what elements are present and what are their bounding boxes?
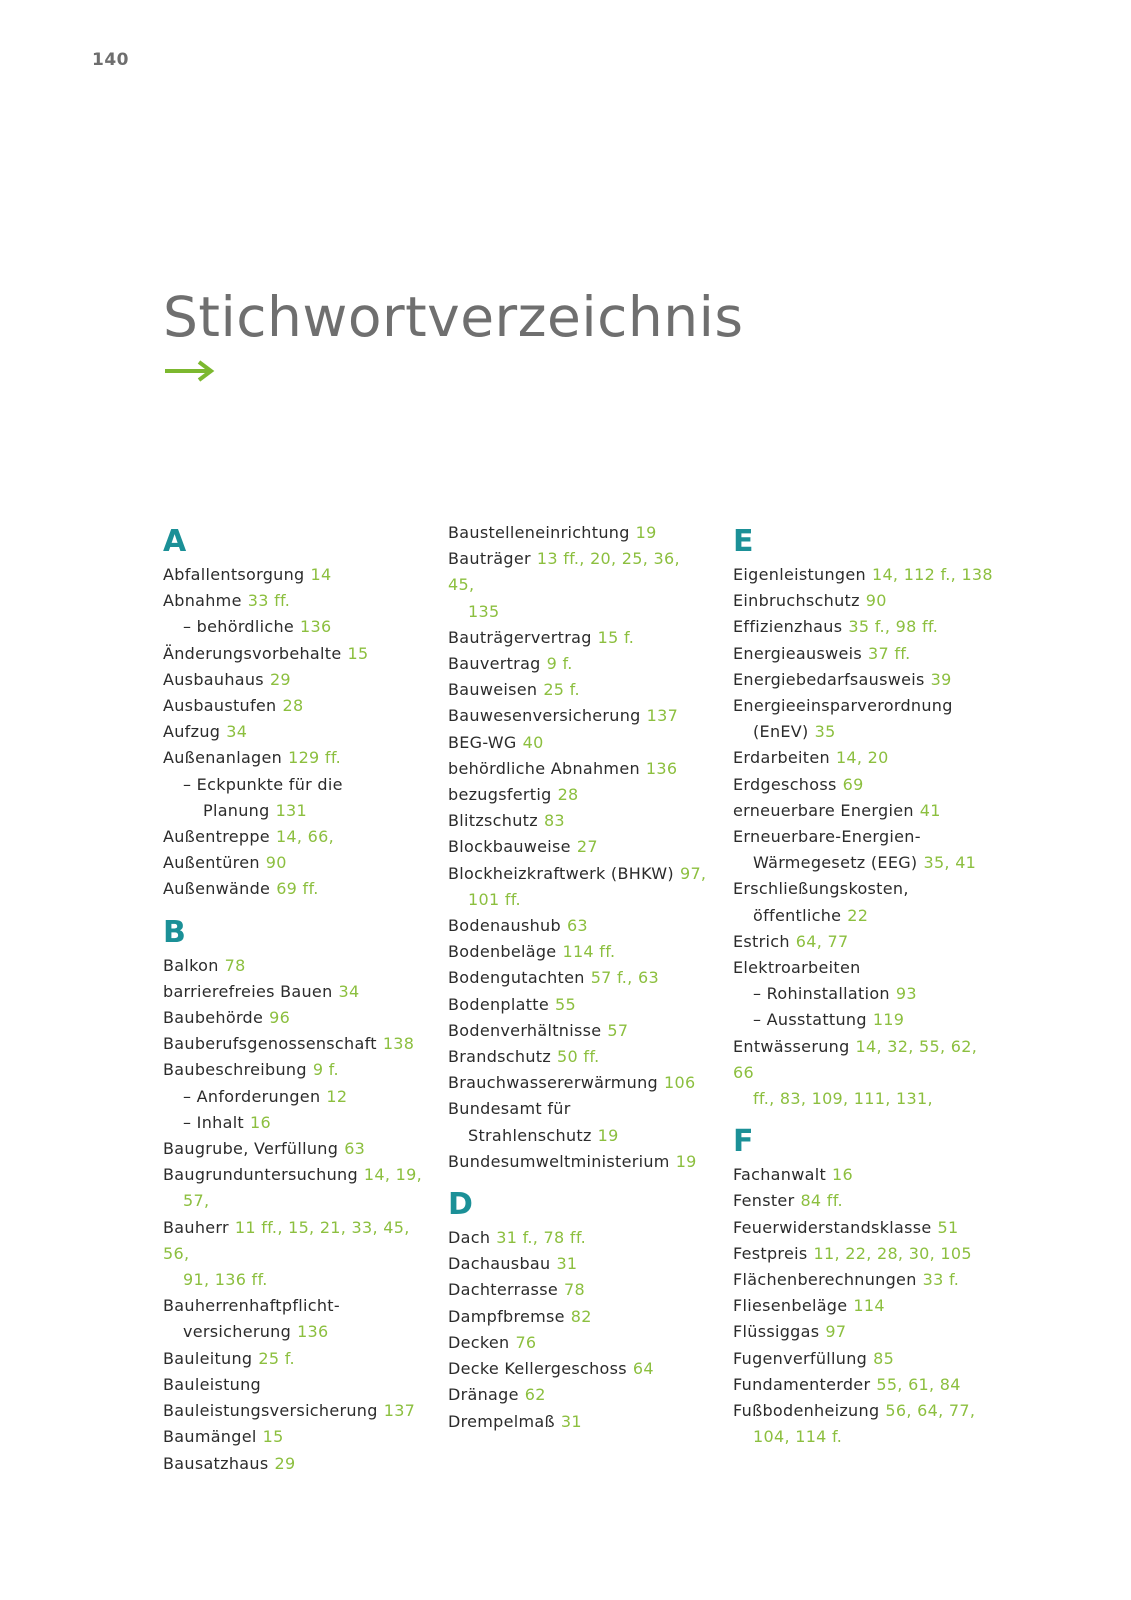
entry-term: Blockheizkraftwerk (BHKW) — [448, 863, 674, 883]
index-entry — [163, 1215, 425, 1294]
entry-term: Bodenverhältnisse — [448, 1020, 602, 1040]
entry-page-ref: 69 ff. — [276, 879, 319, 899]
entry-page-ref: 28 — [282, 696, 304, 716]
entry-term: Bauwesenversicherung — [448, 706, 641, 726]
index-entry — [448, 1409, 710, 1435]
entry-term: bezugsfertig — [448, 785, 552, 805]
entry-page-ref: 19 — [675, 1151, 697, 1171]
entry-page-ref: 106 — [664, 1073, 696, 1093]
entry-page-ref-continuation: 91, 136 ff. — [183, 1270, 268, 1290]
index-column-3 — [733, 520, 995, 1451]
index-entry — [163, 876, 425, 902]
entry-page-ref: 55, 61, 84 — [876, 1374, 961, 1394]
entry-page-ref: 29 — [269, 669, 291, 689]
index-subentry — [163, 614, 425, 640]
index-entry — [448, 782, 710, 808]
entry-page-ref: 83 — [543, 811, 565, 831]
entry-page-ref: 137 — [383, 1401, 416, 1421]
entry-page-ref: 82 — [570, 1306, 592, 1326]
entry-page-ref: 57 f., 63 — [590, 968, 659, 988]
entry-term: Energiebedarfsausweis — [733, 669, 925, 689]
index-entry — [163, 667, 425, 693]
index-entry — [163, 1424, 425, 1450]
entry-term: Fachanwalt — [733, 1165, 827, 1185]
entry-term: Baustelleneinrichtung — [448, 523, 630, 542]
entry-page-ref: 137 — [646, 706, 679, 726]
entry-term: Aufzug — [163, 722, 221, 742]
index-entry — [733, 562, 995, 588]
entry-page-ref: 14, 112 f., 138 — [871, 565, 993, 584]
index-entry — [733, 745, 995, 771]
entry-term: – Eckpunkte für die — [183, 774, 343, 794]
index-entry — [163, 979, 425, 1005]
index-entry — [733, 1267, 995, 1293]
index-entry — [733, 641, 995, 667]
entry-page-ref: 93 — [895, 984, 917, 1004]
index-entry — [163, 1372, 425, 1398]
entry-term: Außentüren — [163, 853, 260, 873]
index-entry — [448, 1044, 710, 1070]
index-entry — [448, 1096, 710, 1148]
index-entry — [448, 913, 710, 939]
entry-term: Brauchwassererwärmung — [448, 1073, 659, 1093]
entry-page-ref-continuation: 57, — [183, 1191, 210, 1211]
entry-term: Eigenleistungen — [733, 565, 866, 584]
entry-term: Bundesumweltministerium — [448, 1151, 670, 1171]
index-entry — [448, 651, 710, 677]
entry-page-ref: 96 — [269, 1008, 291, 1028]
entry-page-ref: 19 — [635, 523, 657, 542]
entry-page-ref: 15 f. — [597, 627, 635, 647]
entry-term: Fenster — [733, 1191, 795, 1211]
entry-term: Außentreppe — [163, 827, 270, 847]
entry-page-ref: 31 f., 78 ff. — [496, 1228, 586, 1248]
entry-page-ref: 39 — [930, 669, 952, 689]
index-entry — [448, 939, 710, 965]
entry-term: Blitzschutz — [448, 811, 538, 831]
entry-term: – Inhalt — [183, 1112, 245, 1132]
entry-page-ref: 76 — [515, 1332, 537, 1352]
index-entry — [733, 1319, 995, 1345]
entry-term: Baumängel — [163, 1427, 257, 1447]
index-entry — [163, 1162, 425, 1214]
entry-term: Bodengutachten — [448, 968, 585, 988]
entry-term: behördliche Abnahmen — [448, 758, 640, 778]
entry-page-ref: 50 ff. — [557, 1047, 600, 1067]
entry-page-ref: 14 — [310, 565, 332, 584]
entry-term: – Anforderungen — [183, 1086, 321, 1106]
index-entry — [448, 1070, 710, 1096]
entry-page-ref: 64 — [632, 1359, 654, 1379]
entry-term: Bausatzhaus — [163, 1453, 269, 1473]
entry-term: Bundesamt für — [448, 1099, 571, 1119]
entry-page-ref: 16 — [832, 1165, 853, 1185]
entry-term-continuation: öffentliche — [753, 905, 842, 925]
entry-page-ref-continuation: ff., 83, 109, 111, 131, — [753, 1089, 933, 1109]
index-entry — [163, 745, 425, 771]
entry-term: Bauträger — [448, 549, 531, 569]
index-entry — [163, 1398, 425, 1424]
entry-page-ref: 37 ff. — [868, 643, 911, 663]
index-letter-heading: E — [733, 524, 754, 559]
index-entry — [733, 1398, 995, 1450]
index-entry — [733, 824, 995, 876]
entry-page-ref: 40 — [522, 732, 544, 752]
entry-term: Bauherrenhaftpflicht- — [163, 1296, 340, 1316]
entry-page-ref: 15 — [262, 1427, 284, 1447]
index-entry — [448, 1251, 710, 1277]
index-entry — [733, 1372, 995, 1398]
entry-page-ref: 29 — [274, 1453, 296, 1473]
entry-page-ref: 33 f. — [922, 1270, 960, 1290]
entry-term: Festpreis — [733, 1243, 808, 1263]
entry-term: Dachterrasse — [448, 1280, 558, 1300]
entry-page-ref: 14, 20 — [835, 748, 889, 768]
index-entry — [733, 1188, 995, 1214]
index-entry — [163, 1346, 425, 1372]
entry-term: Bodenplatte — [448, 994, 550, 1014]
index-letter-heading: B — [163, 914, 186, 950]
entry-term: Fliesenbeläge — [733, 1296, 848, 1316]
entry-term: erneuerbare Energien — [733, 800, 914, 820]
index-entry — [448, 834, 710, 860]
entry-page-ref: 34 — [338, 981, 360, 1001]
entry-page-ref: 16 — [250, 1112, 271, 1132]
index-letter-heading: A — [163, 524, 187, 559]
index-entry — [448, 992, 710, 1018]
index-letter-heading: F — [733, 1124, 754, 1160]
entry-page-ref: 90 — [265, 853, 287, 873]
entry-term: Balkon — [163, 955, 219, 975]
entry-page-ref: 19 — [597, 1125, 619, 1145]
index-entry — [448, 1225, 710, 1251]
entry-term: Bauträgervertrag — [448, 627, 592, 647]
index-entry — [448, 546, 710, 625]
index-entry — [163, 1293, 425, 1345]
entry-page-ref: 9 f. — [312, 1060, 339, 1080]
index-entry — [733, 955, 995, 981]
entry-page-ref: 14, 32, 55, 62, 66 — [733, 1036, 978, 1082]
entry-term: Bauweisen — [448, 680, 538, 700]
entry-page-ref: 15 — [347, 643, 369, 663]
entry-term: Bauleistungsversicherung — [163, 1401, 378, 1421]
entry-term: Baugrube, Verfüllung — [163, 1139, 339, 1159]
entry-page-ref-continuation: 104, 114 f. — [753, 1427, 843, 1447]
entry-page-ref: 57 — [607, 1020, 629, 1040]
entry-page-ref: 63 — [344, 1139, 366, 1159]
index-entry — [163, 1005, 425, 1031]
entry-term: Bodenaushub — [448, 916, 561, 936]
entry-page-ref: 62 — [524, 1385, 546, 1405]
index-entry — [163, 693, 425, 719]
entry-term-continuation: Strahlenschutz — [468, 1125, 592, 1145]
index-entry — [163, 588, 425, 614]
index-entry — [733, 1034, 995, 1113]
entry-term: Brandschutz — [448, 1047, 552, 1067]
entry-page-ref-continuation: 135 — [468, 601, 500, 621]
entry-term: Dachausbau — [448, 1254, 551, 1274]
entry-page-ref: 22 — [847, 905, 869, 925]
entry-page-ref: 13 ff., 20, 25, 36, 45, — [448, 549, 680, 595]
index-entry — [448, 1356, 710, 1382]
entry-page-ref: 35 f., 98 ff. — [848, 617, 939, 637]
entry-term: Blockbauweise — [448, 837, 571, 857]
index-entry — [448, 677, 710, 703]
entry-page-ref: 131 — [275, 800, 308, 820]
entry-term: Erdarbeiten — [733, 748, 830, 768]
entry-term: – Ausstattung — [753, 1010, 867, 1030]
index-entry — [733, 876, 995, 928]
entry-term-continuation: Planung — [203, 800, 270, 820]
entry-term: barrierefreies Bauen — [163, 981, 333, 1001]
entry-page-ref: 136 — [300, 617, 332, 637]
arrow-right-icon — [165, 356, 215, 386]
index-entry — [733, 1346, 995, 1372]
index-subentry — [733, 1007, 995, 1033]
entry-page-ref: 14, 19, — [363, 1165, 422, 1185]
entry-term: Bauherr — [163, 1217, 229, 1237]
index-entry — [733, 614, 995, 640]
entry-page-ref: 69 — [842, 774, 864, 794]
entry-term: Bauvertrag — [448, 654, 541, 674]
entry-page-ref: 31 — [560, 1411, 582, 1431]
entry-term: Baugrunduntersuchung — [163, 1165, 358, 1185]
index-column-2 — [448, 520, 710, 1435]
index-entry — [733, 693, 995, 745]
entry-term: Abnahme — [163, 591, 242, 611]
entry-term: Erschließungskosten, — [733, 879, 909, 899]
entry-term: – Rohinstallation — [753, 984, 890, 1004]
index-entry — [163, 850, 425, 876]
entry-term: Dach — [448, 1228, 491, 1248]
entry-page-ref: 114 — [853, 1296, 885, 1316]
entry-term: Decken — [448, 1332, 510, 1352]
index-entry — [163, 1451, 425, 1477]
entry-page-ref: 136 — [297, 1322, 329, 1342]
index-entry — [163, 824, 425, 850]
entry-page-ref-continuation: 101 ff. — [468, 889, 521, 909]
entry-term: Änderungsvorbehalte — [163, 643, 342, 663]
index-entry — [448, 703, 710, 729]
entry-page-ref: 119 — [872, 1010, 905, 1030]
index-entry — [733, 667, 995, 693]
entry-page-ref: 97 — [825, 1322, 847, 1342]
index-entry — [448, 625, 710, 651]
index-subentry — [163, 1084, 425, 1110]
entry-term: Dränage — [448, 1385, 519, 1405]
index-entry — [448, 861, 710, 913]
index-entry — [163, 1136, 425, 1162]
entry-page-ref: 78 — [224, 955, 246, 975]
entry-page-ref: 97, — [679, 863, 707, 883]
index-entry — [163, 562, 425, 588]
index-entry — [733, 772, 995, 798]
index-entry — [163, 719, 425, 745]
entry-term: Bauberufsgenossenschaft — [163, 1034, 377, 1054]
index-entry — [733, 1241, 995, 1267]
entry-term: Flächenberechnungen — [733, 1270, 917, 1290]
index-entry — [448, 965, 710, 991]
entry-term: – behördliche — [183, 617, 295, 637]
entry-page-ref: 55 — [555, 994, 576, 1014]
entry-page-ref: 35, 41 — [923, 853, 977, 873]
entry-term: Ausbaustufen — [163, 696, 277, 716]
index-entry — [733, 1162, 995, 1188]
entry-page-ref: 28 — [557, 785, 579, 805]
entry-page-ref: 90 — [865, 591, 887, 611]
entry-term-continuation: versicherung — [183, 1322, 292, 1342]
index-entry — [448, 1330, 710, 1356]
index-entry — [448, 756, 710, 782]
entry-term: Bodenbeläge — [448, 942, 557, 962]
entry-term: Erneuerbare-Energien- — [733, 827, 921, 847]
entry-page-ref: 11 ff., 15, 21, 33, 45, 56, — [163, 1217, 410, 1263]
entry-term: Erdgeschoss — [733, 774, 837, 794]
entry-page-ref: 64, 77 — [795, 931, 849, 951]
index-entry — [448, 520, 710, 546]
page-title: Stichwortverzeichnis — [163, 285, 744, 349]
entry-page-ref: 129 ff. — [288, 748, 342, 768]
index-entry — [163, 953, 425, 979]
entry-page-ref: 78 — [563, 1280, 585, 1300]
index-subentry — [733, 981, 995, 1007]
page-number: 140 — [92, 50, 129, 70]
entry-page-ref: 35 — [814, 722, 836, 742]
entry-term: Energieausweis — [733, 643, 863, 663]
entry-term-continuation: (EnEV) — [753, 722, 809, 742]
entry-term: Bauleitung — [163, 1348, 253, 1368]
entry-page-ref: 34 — [226, 722, 248, 742]
entry-term: Fundamenterder — [733, 1374, 871, 1394]
entry-page-ref: 11, 22, 28, 30, 105 — [813, 1243, 972, 1263]
entry-term: Baubeschreibung — [163, 1060, 307, 1080]
entry-term: Baubehörde — [163, 1008, 264, 1028]
entry-term: Abfallentsorgung — [163, 565, 305, 584]
entry-term: Energieeinsparverordnung — [733, 696, 953, 716]
entry-term: Entwässerung — [733, 1036, 850, 1056]
index-letter-heading: D — [448, 1187, 473, 1223]
entry-page-ref: 25 f. — [543, 680, 580, 700]
entry-term: Feuerwiderstandsklasse — [733, 1217, 932, 1237]
entry-term: Elektroarbeiten — [733, 958, 861, 978]
entry-term: Estrich — [733, 931, 790, 951]
entry-page-ref: 51 — [937, 1217, 959, 1237]
index-column-1 — [163, 520, 425, 1477]
entry-term: Bauleistung — [163, 1374, 262, 1394]
entry-page-ref: 27 — [576, 837, 598, 857]
entry-term: BEG-WG — [448, 732, 517, 752]
entry-term: Effizienzhaus — [733, 617, 843, 637]
entry-term: Decke Kellergeschoss — [448, 1359, 627, 1379]
index-entry — [733, 1215, 995, 1241]
index-entry — [733, 588, 995, 614]
index-entry — [733, 798, 995, 824]
entry-page-ref: 114 ff. — [562, 942, 616, 962]
index-entry — [448, 1149, 710, 1175]
index-entry — [163, 1057, 425, 1083]
entry-term: Fußbodenheizung — [733, 1401, 880, 1421]
entry-page-ref: 25 f. — [258, 1348, 295, 1368]
index-entry — [448, 808, 710, 834]
entry-term: Dampfbremse — [448, 1306, 565, 1326]
entry-page-ref: 84 ff. — [800, 1191, 843, 1211]
index-entry — [163, 641, 425, 667]
entry-page-ref: 56, 64, 77, — [885, 1401, 976, 1421]
entry-page-ref: 41 — [919, 800, 941, 820]
entry-term: Ausbauhaus — [163, 669, 264, 689]
entry-term: Flüssiggas — [733, 1322, 820, 1342]
entry-page-ref: 136 — [645, 758, 678, 778]
entry-page-ref: 63 — [566, 916, 588, 936]
index-entry — [163, 1031, 425, 1057]
entry-page-ref: 12 — [326, 1086, 348, 1106]
entry-page-ref: 33 ff. — [247, 591, 291, 611]
entry-term-continuation: Wärmegesetz (EEG) — [753, 853, 918, 873]
index-subentry — [163, 772, 425, 824]
entry-page-ref: 14, 66, — [275, 827, 335, 847]
index-entry — [448, 1304, 710, 1330]
entry-term: Außenanlagen — [163, 748, 283, 768]
entry-term: Außenwände — [163, 879, 271, 899]
index-entry — [448, 730, 710, 756]
index-entry — [448, 1382, 710, 1408]
entry-term: Fugenverfüllung — [733, 1348, 868, 1368]
entry-page-ref: 9 f. — [546, 654, 573, 674]
index-entry — [448, 1277, 710, 1303]
index-entry — [733, 1293, 995, 1319]
entry-page-ref: 138 — [382, 1034, 415, 1054]
index-entry — [733, 929, 995, 955]
entry-page-ref: 31 — [556, 1254, 578, 1274]
index-subentry — [163, 1110, 425, 1136]
index-entry — [448, 1018, 710, 1044]
entry-page-ref: 85 — [873, 1348, 895, 1368]
entry-term: Einbruchschutz — [733, 591, 860, 611]
entry-term: Drempelmaß — [448, 1411, 555, 1431]
